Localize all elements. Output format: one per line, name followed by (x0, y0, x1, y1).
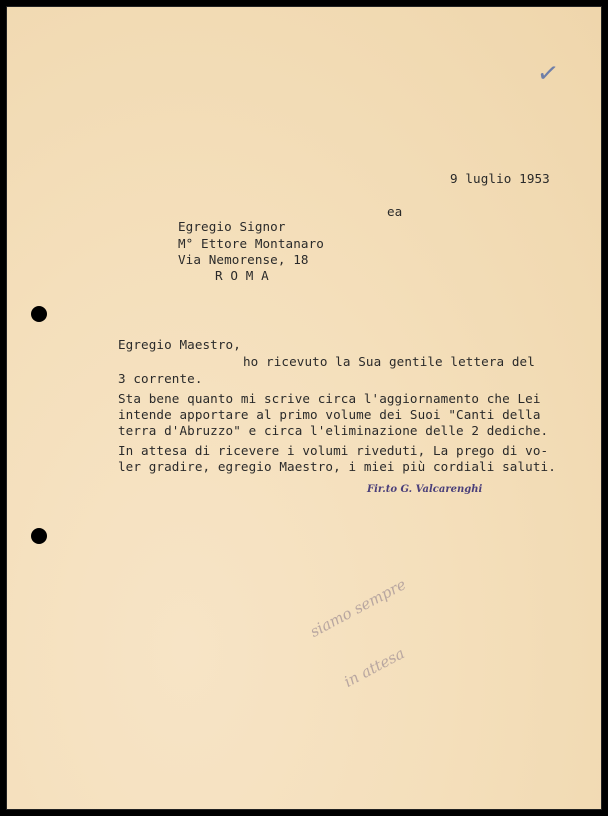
letter-page (6, 6, 602, 810)
check-mark: ✓ (535, 57, 561, 91)
recipient-line-2: M° Ettore Montanaro (178, 236, 324, 251)
recipient-line-1: Egregio Signor (178, 219, 286, 234)
letter-date: 9 luglio 1953 (450, 171, 550, 186)
recipient-line-3: Via Nemorense, 18 (178, 252, 309, 267)
body-line-4: intende apportare al primo volume dei Suoi "Canti della (118, 407, 541, 422)
body-line-6: In attesa di ricevere i volumi riveduti, La prego di vo- (118, 443, 549, 458)
signature-stamp: Fir.to G. Valcarenghi (367, 484, 483, 495)
body-line-1: ho ricevuto la Sua gentile lettera del (243, 354, 535, 369)
pencil-note-line-1: siamo sempre (307, 575, 409, 641)
ea-mark: ea (387, 204, 403, 219)
salutation: Egregio Maestro, (118, 337, 241, 352)
body-line-3: Sta bene quanto mi scrive circa l'aggiornamento che Lei (118, 391, 541, 406)
body-line-2: 3 corrente. (118, 371, 203, 386)
punch-hole-top (31, 306, 47, 322)
pencil-note-line-2: in attesa (341, 644, 408, 691)
body-line-5: terra d'Abruzzo" e circa l'eliminazione delle 2 dediche. (118, 423, 549, 438)
body-line-7: ler gradire, egregio Maestro, i miei più cordiali saluti. (118, 459, 556, 474)
punch-hole-bottom (31, 528, 47, 544)
recipient-line-4: R O M A (215, 268, 269, 283)
